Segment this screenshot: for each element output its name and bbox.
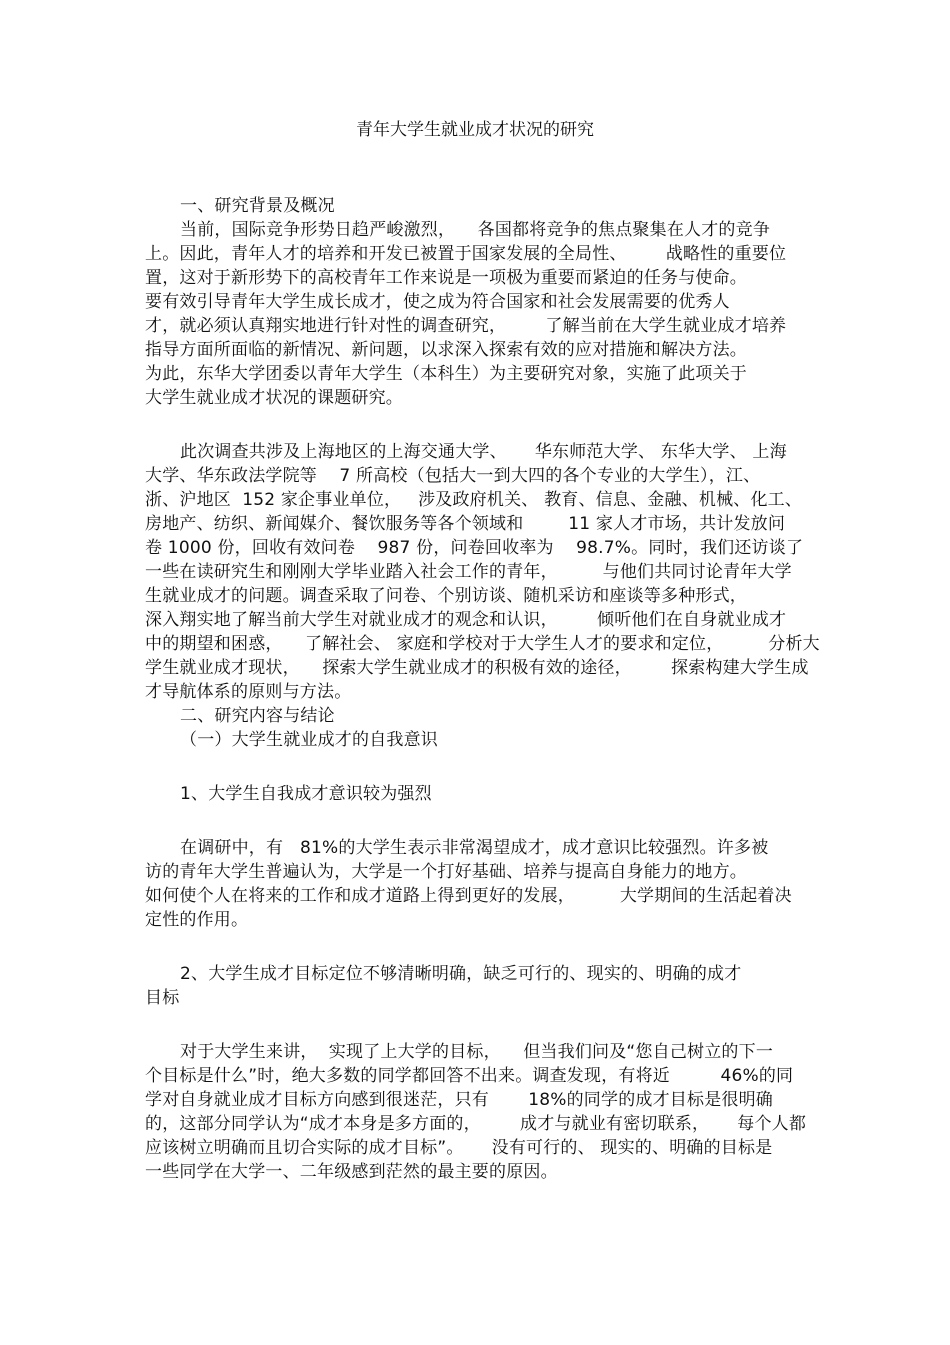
text-line: 指导方面所面临的新情况、新问题，以求深入探索有效的应对措施和解决方法。 [145,340,747,360]
text-line: 大学生就业成才状况的课题研究。 [145,388,403,408]
text-line: 上。因此，青年人才的培养和开发已被置于国家发展的全局性、 战略性的重要位 [145,244,787,264]
text-line: （一）大学生就业成才的自我意识 [180,730,438,750]
text-line: 一些在读研究生和刚刚大学毕业踏入社会工作的青年， 与他们共同讨论青年大学 [145,562,792,582]
text-line: 一、研究背景及概况 [180,196,335,216]
text-line: 要有效引导青年大学生成长成才，使之成为符合国家和社会发展需要的优秀人 [145,292,730,312]
text-line: 定性的作用。 [145,910,249,930]
text-line: 在调研中，有 81%的大学生表示非常渴望成才，成才意识比较强烈。许多被 [180,838,769,858]
text-line: 一些同学在大学一、二年级感到茫然的最主要的原因。 [145,1162,558,1182]
text-line: 中的期望和困惑， 了解社会、 家庭和学校对于大学生人才的要求和定位， 分析大 [145,634,820,654]
text-line: 个目标是什么”时，绝大多数的同学都回答不出来。调查发现，有将近 46%的同 [145,1066,794,1086]
text-line: 目标 [145,988,180,1008]
text-line: 置，这对于新形势下的高校青年工作来说是一项极为重要而紧迫的任务与使命。 [145,268,747,288]
text-line: 如何使个人在将来的工作和成才道路上得到更好的发展， 大学期间的生活起着决 [145,886,792,906]
text-line: 浙、沪地区 152 家企事业单位， 涉及政府机关、 教育、信息、金融、机械、化工、 [145,490,803,510]
text-line: 卷 1000 份，回收有效问卷 987 份，问卷回收率为 98.7%。同时，我们还访谈了 [145,538,804,558]
text-line: 2、大学生成才目标定位不够清晰明确，缺乏可行的、现实的、明确的成才 [180,964,742,984]
text-line: 学对自身就业成才目标方向感到很迷茫，只有 18%的同学的成才目标是很明确 [145,1090,774,1110]
text-line: 生就业成才的问题。调查采取了问卷、个别访谈、随机采访和座谈等多种形式， [145,586,747,606]
text-line: 才导航体系的原则与方法。 [145,682,352,702]
text-line: 二、研究内容与结论 [180,706,335,726]
text-line: 当前，国际竞争形势日趋严峻激烈， 各国都将竞争的焦点聚集在人才的竞争 [180,220,771,240]
text-line: 为此，东华大学团委以青年大学生（本科生）为主要研究对象，实施了此项关于 [145,364,747,384]
text-line: 深入翔实地了解当前大学生对就业成才的观念和认识， 倾听他们在自身就业成才 [145,610,787,630]
text-line: 的，这部分同学认为“成才本身是多方面的， 成才与就业有密切联系， 每个人都 [145,1114,807,1134]
text-line: 对于大学生来讲， 实现了上大学的目标， 但当我们问及“您自己树立的下一 [180,1042,774,1062]
document-title: 青年大学生就业成才状况的研究 [356,120,594,140]
text-line: 房地产、纺织、新闻媒介、餐饮服务等各个领域和 11 家人才市场，共计发放问 [145,514,786,534]
text-line: 才，就必须认真翔实地进行针对性的调查研究， 了解当前在大学生就业成才培养 [145,316,787,336]
text-line: 1、大学生自我成才意识较为强烈 [180,784,432,804]
text-line: 应该树立明确而且切合实际的成才目标”。 没有可行的、 现实的、明确的目标是 [145,1138,773,1158]
text-line: 此次调查共涉及上海地区的上海交通大学、 华东师范大学、 东华大学、 上海 [180,442,787,462]
text-line: 访的青年大学生普遍认为，大学是一个打好基础、培养与提高自身能力的地方。 [145,862,747,882]
text-line: 学生就业成才现状， 探索大学生就业成才的积极有效的途径， 探索构建大学生成 [145,658,809,678]
text-line: 大学、华东政法学院等 7 所高校（包括大一到大四的各个专业的大学生），江、 [145,466,761,486]
